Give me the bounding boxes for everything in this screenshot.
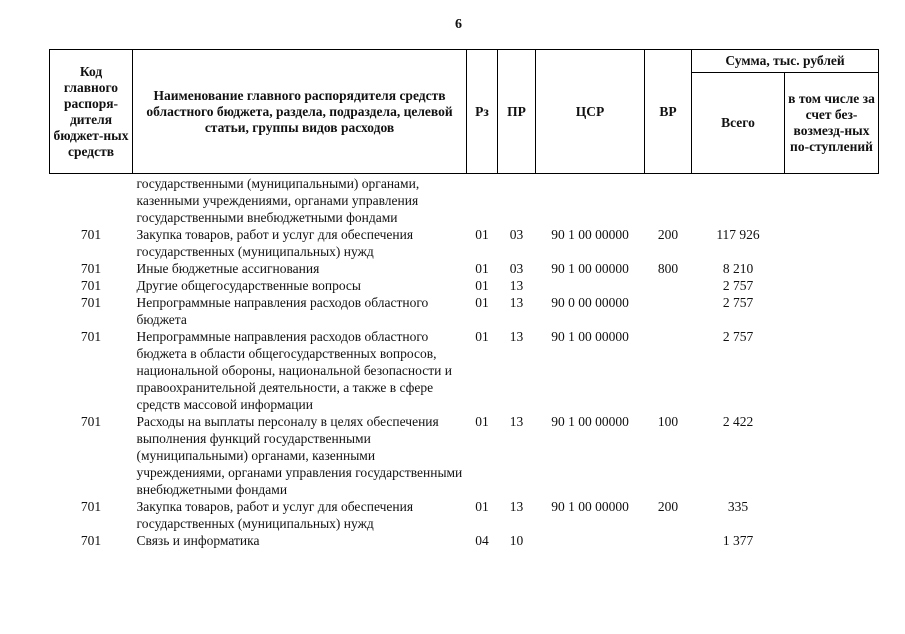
table-row <box>50 260 879 277</box>
cell-rz <box>467 174 498 227</box>
cell-pr: 13 <box>509 295 524 310</box>
cell-vr <box>645 277 692 294</box>
table-row <box>50 328 879 413</box>
cell-grant <box>785 260 879 277</box>
cell-rz: 04 <box>475 533 489 548</box>
table-row <box>50 413 879 498</box>
cell-csr <box>536 174 645 227</box>
cell-name: Иные бюджетные ассигнования <box>136 261 320 276</box>
cell-name: Расходы на выплаты персоналу в целях обеспечения выполнения функций государственными (муниципальными) органами, казенными учреждениями, органами управления государственными внебюджетными фондами <box>136 414 463 497</box>
table-row <box>50 294 879 328</box>
cell-csr: 90 0 00 00000 <box>551 295 629 310</box>
cell-total: 8 210 <box>722 261 754 276</box>
cell-csr: 90 1 00 00000 <box>551 499 629 514</box>
header-pr: ПР <box>498 50 536 174</box>
cell-total: 2 757 <box>722 278 754 293</box>
cell-pr: 13 <box>509 329 524 344</box>
cell-csr: 90 1 00 00000 <box>551 329 629 344</box>
header-sum: Сумма, тыс. рублей <box>692 50 879 73</box>
cell-name: Непрограммные направления расходов областного бюджета <box>136 295 429 327</box>
cell-pr: 13 <box>509 499 524 514</box>
cell-name: Закупка товаров, работ и услуг для обеспечения государственных (муниципальных) нужд <box>136 227 414 259</box>
cell-grant <box>785 277 879 294</box>
cell-name: Связь и информатика <box>136 533 260 548</box>
cell-code: 701 <box>80 278 102 293</box>
page-number: 6 <box>455 17 462 32</box>
cell-vr <box>645 294 692 328</box>
cell-name: Непрограммные направления расходов областного бюджета в области общегосударственных вопросов, национальной обороны, национальной безопасности и правоохранительной деятельности, а также в сфере средств массовой информации <box>136 329 452 412</box>
cell-grant <box>785 294 879 328</box>
cell-name: Другие общегосударственные вопросы <box>136 278 361 293</box>
cell-rz: 01 <box>475 227 489 242</box>
cell-code: 701 <box>80 499 102 514</box>
cell-csr: 90 1 00 00000 <box>551 261 629 276</box>
cell-rz: 01 <box>475 278 489 293</box>
cell-vr: 200 <box>657 499 679 514</box>
cell-pr: 03 <box>509 227 524 242</box>
cell-total: 335 <box>727 499 749 514</box>
header-total: Всего <box>692 73 785 174</box>
cell-pr: 13 <box>509 414 524 429</box>
cell-name: государственными (муниципальными) органами, казенными учреждениями, органами управления государственными внебюджетными фондами <box>136 176 420 225</box>
cell-vr: 200 <box>657 227 679 242</box>
cell-code <box>50 174 133 227</box>
cell-rz: 01 <box>475 414 489 429</box>
cell-grant <box>785 174 879 227</box>
cell-csr <box>536 277 645 294</box>
cell-vr: 100 <box>657 414 679 429</box>
cell-total: 2 757 <box>722 295 754 310</box>
cell-code: 701 <box>80 533 102 548</box>
budget-table <box>49 49 879 549</box>
table-row <box>50 226 879 260</box>
cell-code: 701 <box>80 329 102 344</box>
cell-vr <box>645 174 692 227</box>
cell-pr: 03 <box>509 261 524 276</box>
cell-csr: 90 1 00 00000 <box>551 414 629 429</box>
header-rz: Рз <box>467 50 498 174</box>
header-code: Код главного распоря-дителя бюджет-ных средств <box>50 50 133 174</box>
cell-total: 2 757 <box>722 329 754 344</box>
table-row <box>50 498 879 532</box>
cell-total: 1 377 <box>722 533 754 548</box>
cell-rz: 01 <box>475 261 489 276</box>
cell-grant <box>785 226 879 260</box>
cell-code: 701 <box>80 261 102 276</box>
cell-code: 701 <box>80 227 102 242</box>
cell-grant <box>785 413 879 498</box>
table-row <box>50 532 879 549</box>
cell-csr <box>536 532 645 549</box>
header-grant: в том числе за счет без-возмезд-ных по-ступлений <box>785 73 879 174</box>
cell-grant <box>785 328 879 413</box>
cell-grant <box>785 532 879 549</box>
table-row <box>50 277 879 294</box>
header-csr: ЦСР <box>536 50 645 174</box>
cell-vr <box>645 532 692 549</box>
cell-total: 2 422 <box>722 414 754 429</box>
cell-rz: 01 <box>475 499 489 514</box>
cell-grant <box>785 498 879 532</box>
cell-code: 701 <box>80 295 102 310</box>
table-row <box>50 174 879 227</box>
cell-pr: 13 <box>509 278 524 293</box>
cell-pr <box>498 174 536 227</box>
table-body <box>50 174 879 550</box>
cell-vr <box>645 328 692 413</box>
cell-csr: 90 1 00 00000 <box>551 227 629 242</box>
cell-name: Закупка товаров, работ и услуг для обеспечения государственных (муниципальных) нужд <box>136 499 414 531</box>
cell-total <box>692 174 785 227</box>
cell-rz: 01 <box>475 295 489 310</box>
cell-vr: 800 <box>657 261 679 276</box>
table-header <box>50 50 879 174</box>
cell-total: 117 926 <box>716 227 760 242</box>
cell-rz: 01 <box>475 329 489 344</box>
cell-pr: 10 <box>509 533 524 548</box>
cell-code: 701 <box>80 414 102 429</box>
header-vr: ВР <box>645 50 692 174</box>
header-name: Наименование главного распорядителя средств областного бюджета, раздела, подраздела, целевой статьи, группы видов расходов <box>133 50 467 174</box>
